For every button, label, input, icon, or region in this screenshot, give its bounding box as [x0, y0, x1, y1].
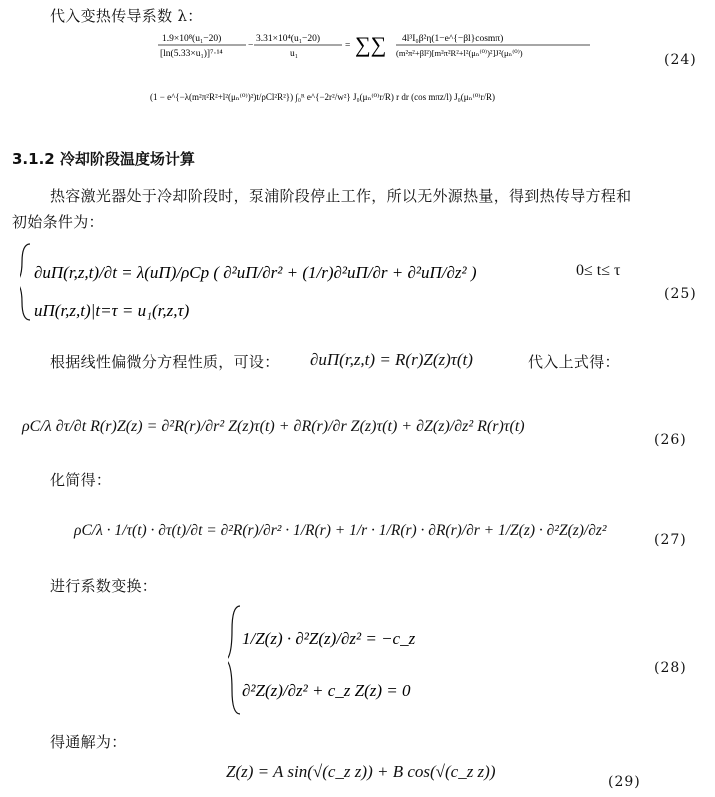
eq28-line1: 1/Z(z) · ∂²Z(z)/∂z² = −c_z [242, 629, 416, 648]
eq-number-29: (29) [608, 774, 641, 790]
cooling-paragraph-line1: 热容激光器处于冷却阶段时，泵浦阶段停止工作，所以无外源热量，得到热传导方程和 [50, 187, 632, 205]
eq-number-28: (28) [654, 660, 687, 676]
section-heading: 3.1.2 冷却阶段温度场计算 [12, 150, 195, 168]
eq-number-27: (27) [654, 532, 687, 548]
eq-number-26: (26) [654, 432, 687, 448]
separation-expression: ∂uΠ(r,z,t) = R(r)Z(z)τ(t) [310, 350, 473, 369]
eq24-line2: (1 − e^{−λ(m²π²R²+l²(μₙ⁽⁰⁾)²)t/ρCl²R²}) ∫₀ᴿ e^{−2r²/w²} J₀(μₙ⁽⁰⁾r/R) r dr (cos mπz/l) J₀(μₙ⁽⁰⁾r/R) [150, 92, 496, 102]
eq24-lhs-den2: u₁ [290, 49, 299, 59]
equation-24 [150, 30, 620, 120]
derivation-tail: 代入上式得： [528, 353, 620, 371]
eq25-line1: ∂uΠ(r,z,t)/∂t = λ(uΠ)/ρCp ( ∂²uΠ/∂r² + (1/r)∂²uΠ/∂r + ∂²uΠ/∂z² ) [34, 263, 477, 282]
equation-26: ρC/λ ∂τ/∂t R(r)Z(z) = ∂²R(r)/∂r² Z(z)τ(t) + ∂R(r)/∂r Z(z)τ(t) + ∂Z(z)/∂z² R(r)τ(t) [22, 418, 525, 435]
eq28-line2: ∂²Z(z)/∂z² + c_z Z(z) = 0 [242, 681, 411, 700]
general-solution-label: 得通解为： [50, 733, 127, 751]
simplify-label: 化简得： [50, 471, 112, 489]
equation-28 [228, 602, 528, 718]
eq24-rhs-den: (m²π²+βl²)[m²π²R²+l²(μₙ⁽⁰⁾)²]J²(μₙ⁽⁰⁾) [396, 48, 523, 58]
eq24-lhs-num1: 1.9×10⁸(u₁−20) [162, 34, 222, 44]
equation-27: ρC/λ · 1/τ(t) · ∂τ(t)/∂t = ∂²R(r)/∂r² · 1/R(r) + 1/r · 1/R(r) · ∂R(r)/∂r + 1/Z(z) · ∂²Z(z)/∂z² [74, 522, 607, 539]
eq24-rhs-num: 4l³I₀β²η(1−e^{−βl}cosmπ) [402, 34, 504, 44]
intro-lambda-text: 代入变热传导系数 λ： [50, 7, 203, 25]
eq-number-25: (25) [664, 286, 697, 302]
svg-text:−: − [248, 41, 254, 51]
eq24-sum: ∑∑ [355, 32, 387, 57]
equation-29: Z(z) = A sin(√(c_z z)) + B cos(√(c_z z)) [226, 762, 496, 781]
cooling-paragraph-line2: 初始条件为： [12, 213, 104, 231]
eq-number-24: (24) [664, 52, 697, 68]
coeff-transform-label: 进行系数变换： [50, 577, 158, 595]
equation-25 [20, 240, 640, 326]
eq24-lhs-den1: [ln(5.33×u₁)]⁷·¹⁴ [160, 49, 223, 59]
eq25-condition: 0≤ t≤ τ [576, 262, 621, 279]
svg-text:=: = [345, 41, 351, 51]
derivation-intro: 根据线性偏微分方程性质，可设： [50, 353, 280, 371]
eq24-lhs-num2: 3.31×10⁴(u₁−20) [256, 34, 321, 44]
eq25-line2: uΠ(r,z,t)|t=τ = u₁(r,z,τ) [34, 301, 190, 320]
